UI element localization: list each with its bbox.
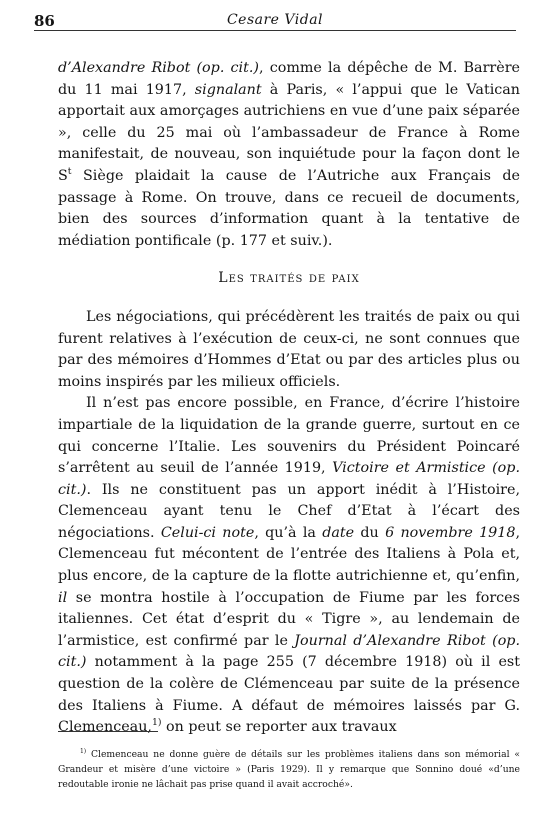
page-number: 86 [34, 12, 55, 30]
italic-phrase: Celui-ci note [160, 524, 255, 541]
body-text [58, 58, 520, 739]
text-run: du [354, 524, 386, 541]
italic-word: il [58, 589, 68, 606]
italic-word: signalant [194, 81, 262, 98]
paragraph-3 [58, 393, 520, 739]
footnote-text: Clemenceau ne donne guère de détails sur les problèmes italiens dans son mémorial « Grandeur et misère d’une victoire » (Paris 1929). Il y remarque que Sonnino doué «d’une redoutable ironie ne lâchait pas prise quand il avait accroché». [58, 749, 520, 791]
italic-date: 6 novembre 1918 [385, 524, 516, 541]
paragraph-1 [58, 58, 520, 252]
section-heading: Les traités de paix [218, 270, 360, 287]
running-head: Cesare Vidal [226, 12, 324, 28]
footnote [58, 747, 520, 792]
text-run: notamment à la page 255 (7 décembre 1918) où il est question de la colère de Clémenceau par suite de la présence des Italiens à Fiume. A défaut de mémoires laissés par G. Clemenceau, [58, 654, 520, 736]
footnote-divider [58, 731, 158, 732]
text-run: Siège plaidait la cause de l’Autriche aux Français de passage à Rome. On trouve, dans ce recueil de documents, bien des sources d’information quant à la tentative de médiation pontificale (p. 177 et suiv.). [58, 167, 520, 249]
text-run: Il n’est pas encore possible, en France, d’écrire l’histoire impartiale de la liquidation de la grande guerre, surtout en ce qui concerne l’Italie. Les souvenirs du Président Poincaré s’arrêtent au seuil de l’année 1919, [58, 395, 520, 477]
italic-word: date [322, 524, 355, 541]
source-title: Victoire et Armistice (op. cit.) [58, 460, 520, 498]
text-run: , qu’à la [254, 524, 323, 541]
source-title: Journal d’Alexandre Ribot (op. cit.) [58, 632, 521, 671]
text-run: se montra hostile à l’occupation de Fiume par les forces italiennes. Cet état d’esprit du « Tigre », au lendemain de l’armistice, est confirmé par le [58, 589, 520, 649]
paragraph-2: Les négociations, qui précédèrent les traités de paix ou qui furent relatives à l’exécution de ceux-ci, ne sont connues que par des mémoires d’Hommes d’Etat ou par des articles plus ou moins inspirés par les milieux officiels. [58, 308, 520, 390]
text-run: . Ils ne constituent pas un apport inédit à l’Histoire, Clemenceau ayant tenu le Chef d’Etat à l’écart des négociations. [58, 481, 520, 541]
text-run: , Clemenceau fut mécontent de l’entrée des Italiens à Pola et, plus encore, de la capture de la flotte autrichienne et, qu’enfin, [58, 524, 521, 585]
text-run: à Paris, « l’appui que le Vatican apportait aux amorçages autrichiens en vue d’une paix séparée », celle du 25 mai où l’ambassadeur de France à Rome manifestait, de nouveau, son inquiétude pour la façon dont le S [58, 81, 521, 184]
superscript: t [67, 166, 72, 178]
text-run: , comme la dépêche de M. Barrère du 11 mai 1917, [58, 60, 520, 98]
footnote-marker: 1) [151, 717, 162, 729]
source-title: d’Alexandre Ribot (op. cit.) [58, 60, 259, 76]
text-run: on peut se reporter aux travaux [161, 719, 397, 736]
footnote-number: 1) [80, 748, 87, 756]
page-header [34, 8, 516, 31]
